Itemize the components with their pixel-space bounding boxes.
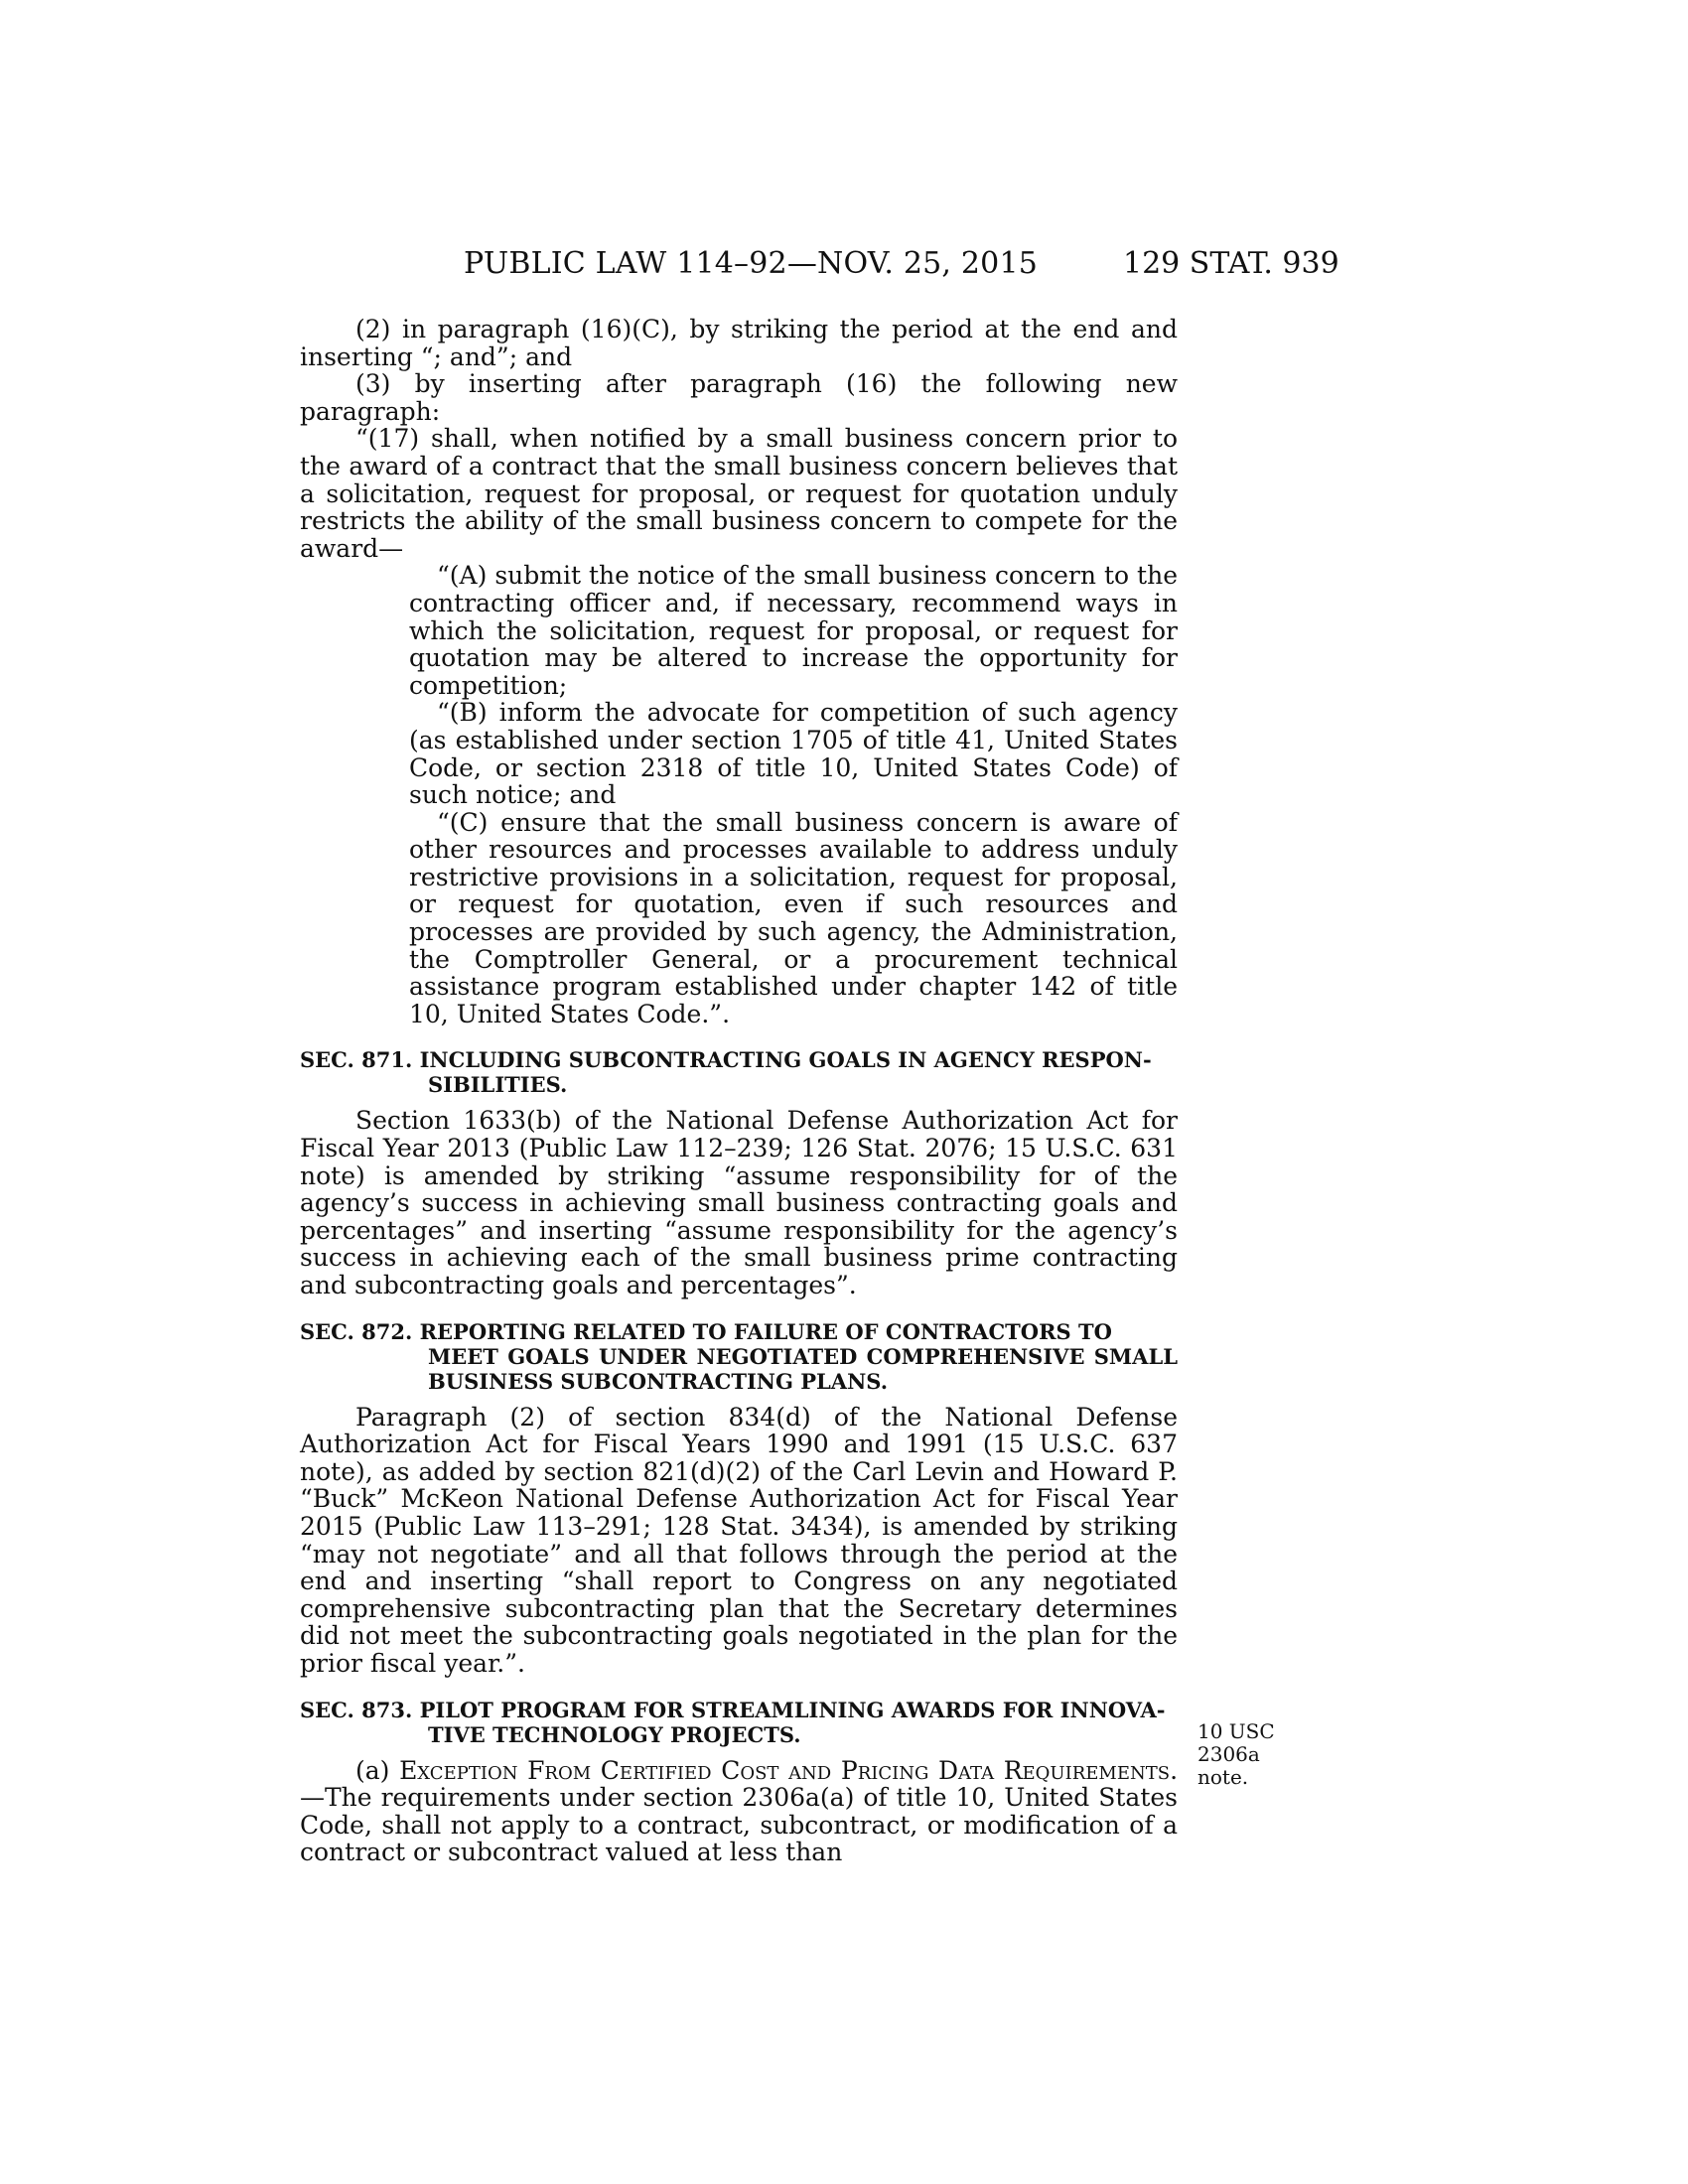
paragraph-17: “(17) shall, when notified by a small business concern prior to the award of a contract that the small business concern believes that a solicitation, request for proposal, or request for quotation unduly restricts the ability of the small business concern to compete for the award— (300, 424, 1178, 563)
section-873-subsection-a (300, 1757, 1178, 1866)
subparagraph-c: “(C) ensure that the small business concern is aware of other resources and processes available to address unduly restrictive provisions in a solicitation, request for proposal, or request for quotation, even if such resources and processes are provided by such agency, the Administration, the Comptroller General, or a procurement technical assistance program established under chapter 142 of title 10, United States Code.”. (409, 807, 1178, 1028)
section-871-heading (300, 1047, 1178, 1097)
margin-note (1197, 1720, 1336, 1789)
margin-note-line2: note. (1197, 1765, 1249, 1789)
section-872-text: Paragraph (2) of section 834(d) of the National Defense Authorization Act for Fiscal Years 1990 and 1991 (15 U.S.C. 637 note), as added by section 821(d)(2) of the Carl Levin and Howard P. “Buck” McKeon National Defense Authorization Act for Fiscal Year 2015 (Public Law 113–291; 128 Stat. 3434), is amended by striking “may not negotiate” and all that follows through the period at the end and inserting “shall report to Congress on any negotiated comprehensive subcontracting plan that the Secretary determines did not meet the subcontracting goals negotiated in the plan for the prior fiscal year.”. (300, 1402, 1178, 1678)
section-873-heading-line2: TIVE TECHNOLOGY PROJECTS. (428, 1721, 801, 1747)
body-text (300, 316, 1178, 1866)
section-872-heading (300, 1319, 1178, 1394)
section-871-heading-line1: SEC. 871. INCLUDING SUBCONTRACTING GOALS IN AGENCY RESPON- (300, 1047, 1152, 1073)
subsection-a-text: .—The requirements under section 2306a(a) of title 10, United States Code, shall not apply to a contract, subcontract, or modification of a contract or subcontract valued at less than (300, 1755, 1179, 1867)
subparagraph-b: “(B) inform the advocate for competition of such agency (as established under section 1705 of title 41, United States Code, or section 2318 of title 10, United States Code) of such notice; and (409, 698, 1178, 810)
section-871-text: Section 1633(b) of the National Defense Authorization Act for Fiscal Year 2013 (Public Law 112–239; 126 Stat. 2076; 15 U.S.C. 631 note) is amended by striking “assume responsibility for of the agency’s success in achieving small business contracting goals and percentages” and inserting “assume responsibility for the agency’s success in achieving each of the small business prime contracting and subcontracting goals and percentages”. (300, 1106, 1178, 1299)
section-873-heading (300, 1698, 1178, 1747)
page-header-title: PUBLIC LAW 114–92—NOV. 25, 2015 (464, 246, 1039, 281)
page-header-stat: 129 STAT. 939 (1123, 246, 1339, 281)
section-872-heading-line2: MEET GOALS UNDER NEGOTIATED COMPREHENSIVE SMALL BUSINESS SUBCONTRACTING PLANS. (428, 1343, 1178, 1394)
subsection-a-heading: Exception From Certified Cost and Pricing Data Requirements (399, 1755, 1171, 1785)
section-873-heading-line1: SEC. 873. PILOT PROGRAM FOR STREAMLINING AWARDS FOR INNOVA- (300, 1697, 1166, 1722)
section-871-heading-line2: SIBILITIES. (428, 1072, 568, 1098)
paragraph-2: (2) in paragraph (16)(C), by striking the period at the end and inserting “; and”; and (300, 315, 1178, 371)
section-872-heading-line1: SEC. 872. REPORTING RELATED TO FAILURE OF CONTRACTORS TO (300, 1318, 1112, 1344)
margin-note-line1: 10 USC 2306a (1197, 1719, 1275, 1766)
subsection-a-label: (a) (355, 1755, 390, 1785)
paragraph-3: (3) by inserting after paragraph (16) the following new paragraph: (300, 369, 1178, 426)
subparagraph-a: “(A) submit the notice of the small business concern to the contracting officer and, if necessary, recommend ways in which the solicitation, request for proposal, or request for quotation may be altered to increase the opportunity for competition; (409, 561, 1178, 700)
